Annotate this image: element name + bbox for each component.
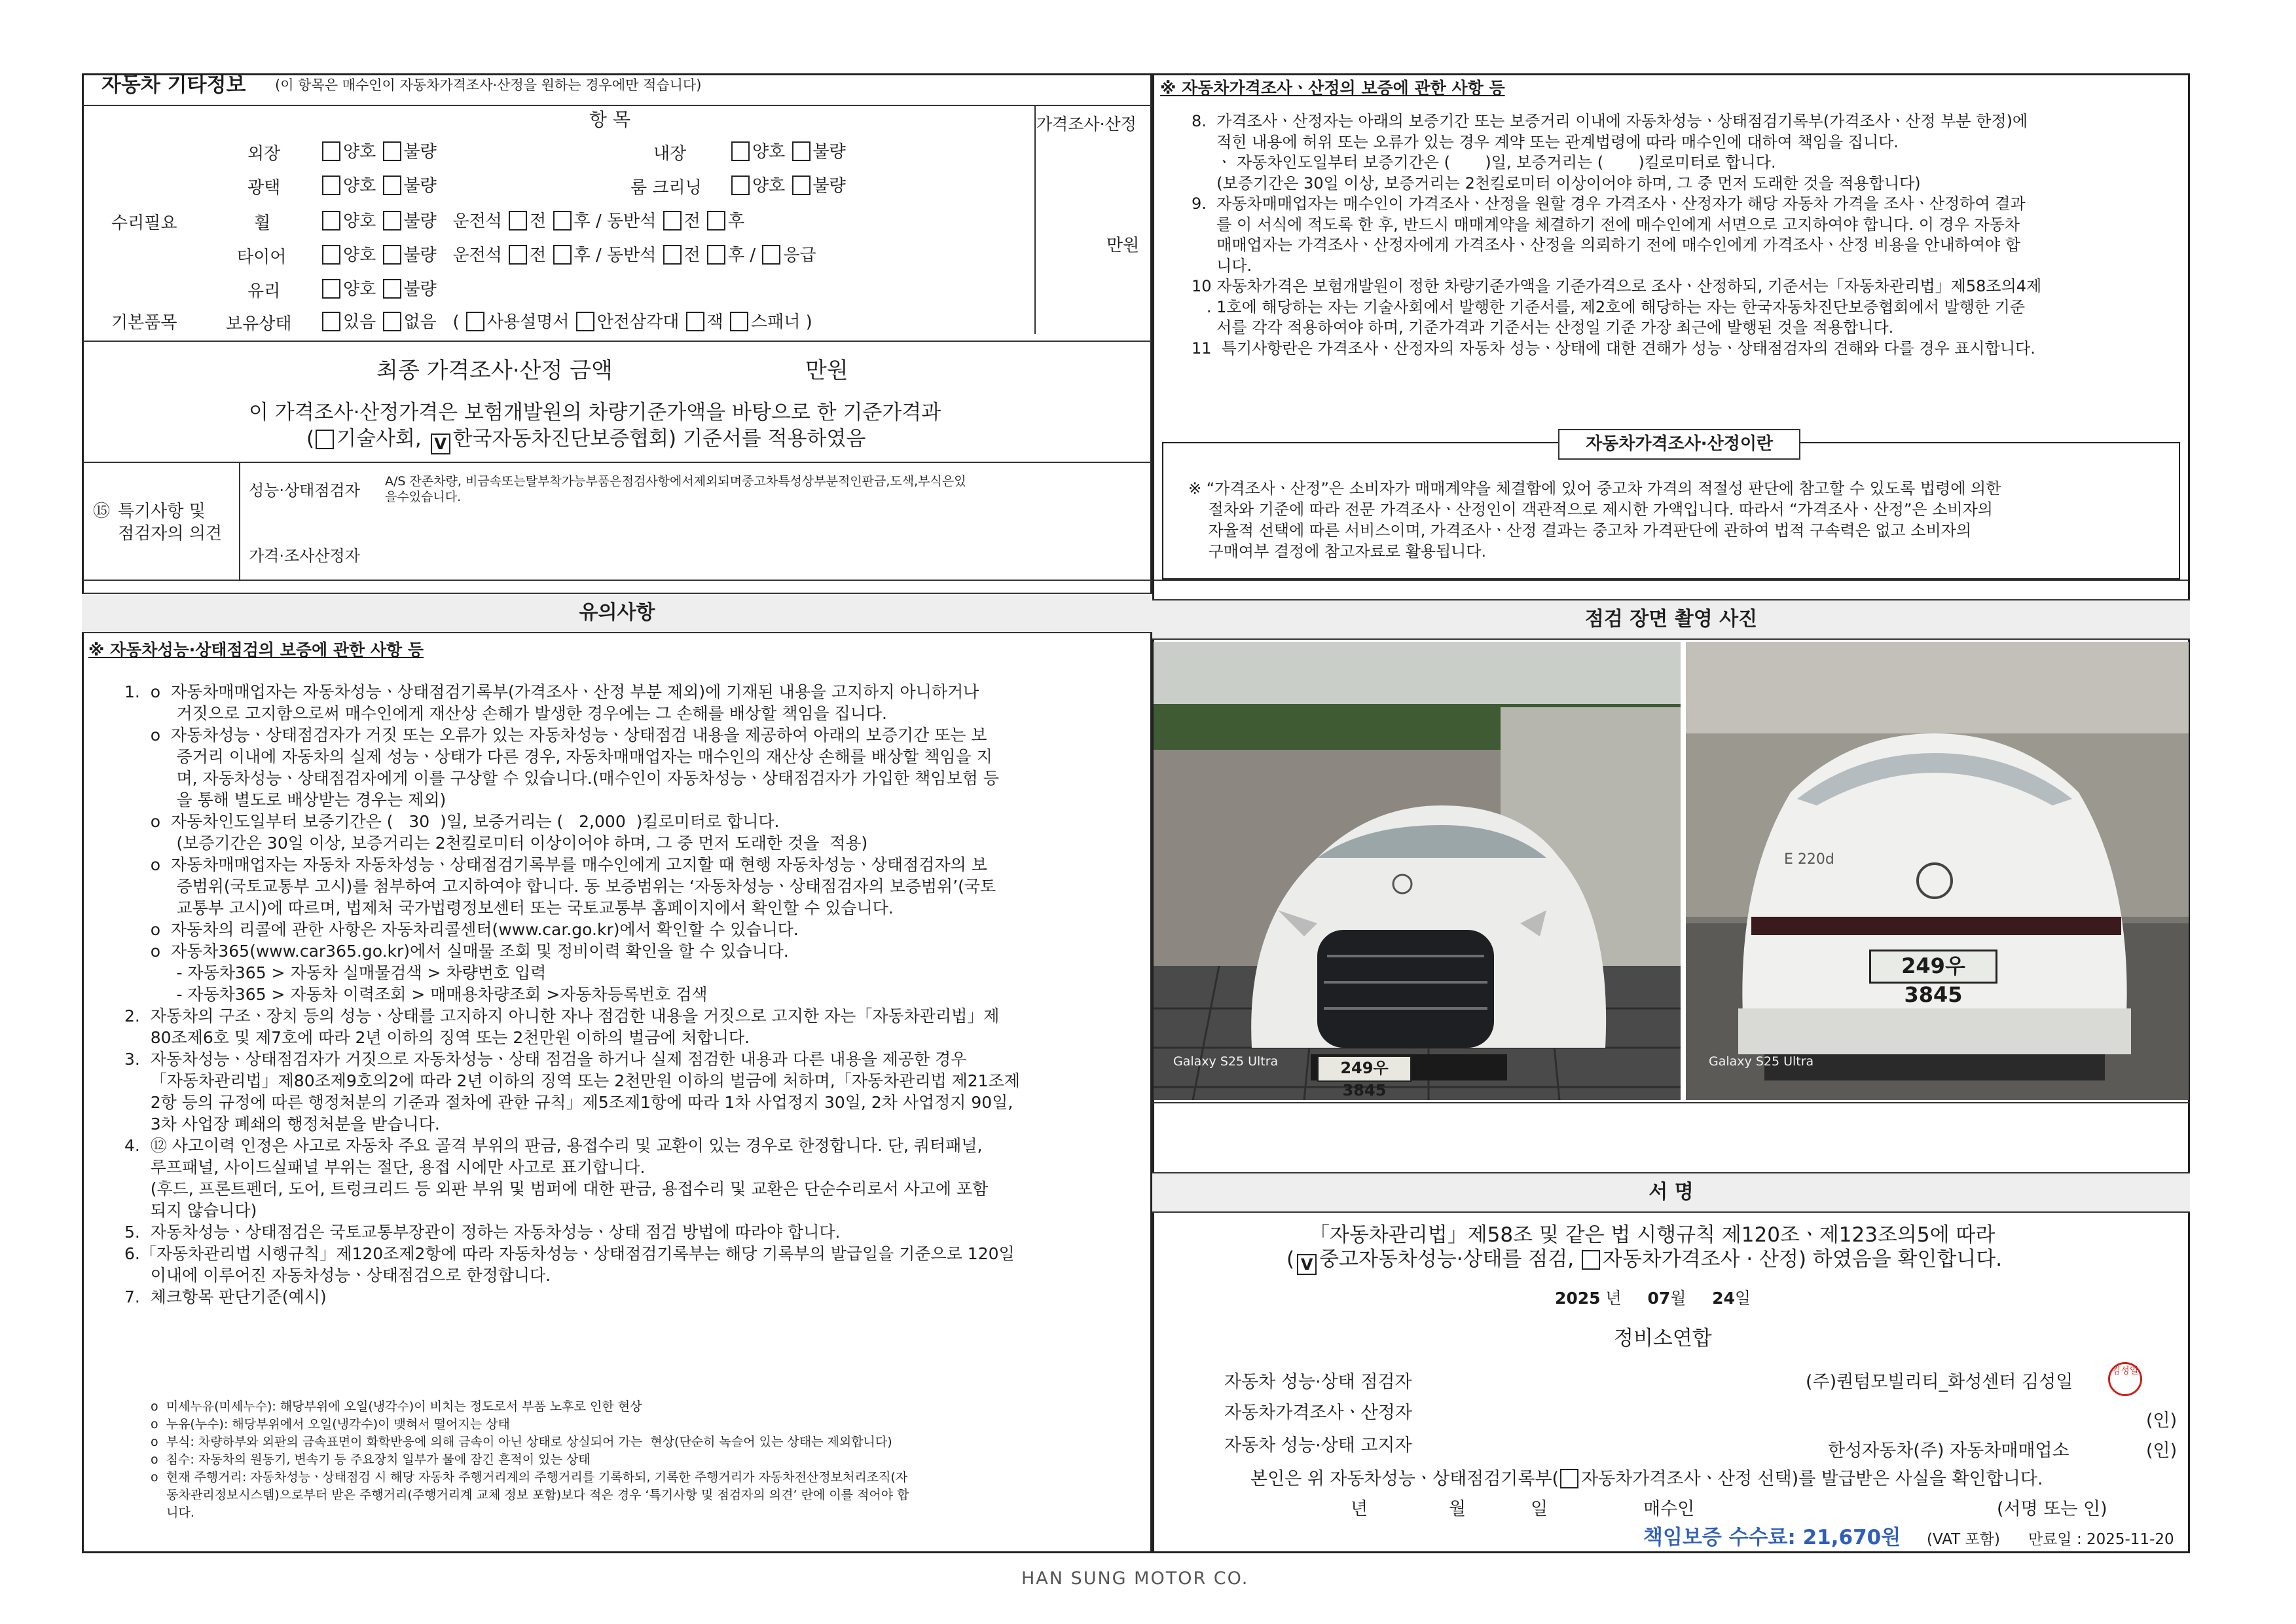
notice-line: 2항 등의 규정에 따른 행정처분의 기준과 절차에 관한 규칙」제5조제1항에 따라 1차 사업정지 30일, 2차 사업정지 90일, bbox=[124, 1093, 1013, 1112]
notice-line: 1. o 자동차매매업자는 자동차성능ㆍ상태점검기록부(가격조사ㆍ산정 부분 제외)에 기재된 내용을 고지하지 아니하거나 bbox=[124, 682, 979, 701]
front-plate: 249우 3845 bbox=[1317, 1056, 1412, 1082]
repair-needed-label: 수리필요 bbox=[111, 213, 177, 233]
wheel-good-checkbox[interactable] bbox=[322, 211, 340, 231]
gloss-options: 양호 불량 bbox=[321, 175, 437, 196]
interior-bad-checkbox[interactable] bbox=[792, 141, 811, 161]
notifier-name: 한성자동차(주) 자동차매매업소 bbox=[1828, 1441, 2069, 1461]
guarantee-fee-vat: (VAT 포함) bbox=[1927, 1531, 2000, 1548]
wheel-passenger-front-checkbox[interactable] bbox=[663, 211, 682, 231]
final-price-label: 최종 가격조사·산정 금액 bbox=[376, 358, 613, 384]
criteria-line: 동차관리정보시스템)으로부터 받은 주행거리(주행거리계 교체 정보 포함)보다 적은 경우 ‘특기사항 및 점검자의 의견’ 란에 이를 적어야 합 bbox=[151, 1488, 909, 1502]
price-unit-manwon: 만원 bbox=[1106, 236, 1140, 255]
room-cleaning-label: 룸 크리닝 bbox=[630, 178, 702, 198]
footer-company: HAN SUNG MOTOR CO. bbox=[1021, 1568, 1249, 1589]
exterior-label: 외장 bbox=[247, 144, 281, 164]
price-guarantee-line: 8. 가격조사ㆍ산정자는 아래의 보증기간 또는 보증거리 이내에 자동차성능ㆍ상태점검기록부(가격조사ㆍ산정 부분 한정)에 bbox=[1192, 112, 2028, 130]
front-camera-label: Galaxy S25 Ultra bbox=[1173, 1054, 1279, 1069]
special-label-line2: 점검자의 의견 bbox=[118, 524, 222, 544]
basis-line-2: ( 기술사회, V 한국자동차진단보증협회) 기준서를 적용하였음 bbox=[306, 427, 866, 453]
definition-line: 절차와 기준에 따라 전문 가격조사ㆍ산정인이 객관적으로 제시한 가액입니다. 따라서 “가격조사ㆍ산정”은 소비자의 bbox=[1188, 500, 1993, 519]
room-cleaning-bad-checkbox[interactable] bbox=[792, 175, 811, 195]
inspector-label: 성능·상태점검자 bbox=[249, 481, 360, 500]
gloss-good-checkbox[interactable] bbox=[322, 175, 340, 195]
notice-line: - 자동차365 > 자동차 이력조회 > 매매용차량조회 >자동차등록번호 검색 bbox=[124, 985, 708, 1004]
glass-label: 유리 bbox=[247, 282, 281, 301]
triangle-checkbox[interactable] bbox=[576, 312, 594, 331]
interior-label: 내장 bbox=[653, 144, 687, 164]
criteria-line: o 현재 주행거리: 자동차성능ㆍ상태점검 시 해당 자동차 주행거리계의 주행거리를 기록하되, 기록한 주행거리가 자동차전산정보처리조직(자 bbox=[151, 1470, 908, 1485]
inspector-seal-stamp: 김성일 bbox=[2108, 1362, 2142, 1396]
gloss-label: 광택 bbox=[247, 178, 281, 198]
tire-driver-rear-checkbox[interactable] bbox=[553, 245, 572, 265]
rear-model-badge: E 220d bbox=[1784, 851, 1834, 868]
definition-box-body bbox=[1188, 478, 2170, 562]
expiry-date: 만료일 : 2025-11-20 bbox=[2028, 1531, 2174, 1548]
appraiser-seal: (인) bbox=[2146, 1411, 2178, 1431]
notice-line: 6.「자동차관리법 시행규칙」제120조제2항에 따라 자동차성능ㆍ상태점검기록부는 해당 기록부의 발급일을 기준으로 120일 bbox=[124, 1244, 1015, 1263]
glass-bad-checkbox[interactable] bbox=[383, 279, 401, 299]
price-guarantee-line: ㆍ 자동차인도일부터 보증기간은 ( )일, 보증거리는 ( )킬로미터로 합니다. bbox=[1192, 153, 1776, 172]
inspector-name: (주)퀀텀모빌리티_화성센터 김성일 bbox=[1806, 1372, 2073, 1392]
notice-line: - 자동차365 > 자동차 실매물검색 > 차량번호 입력 bbox=[124, 963, 547, 982]
basis-line-1: 이 가격조사·산정가격은 보험개발원의 차량기준가액을 바탕으로 한 기준가격과 bbox=[249, 401, 941, 424]
price-guarantee-line: 를 이 서식에 적도록 한 후, 반드시 매매계약을 체결하기 전에 매수인에게 서면으로 고지하여야 합니다. 이 경우 자동차 bbox=[1192, 215, 2020, 234]
tire-options: 양호 불량 운전석 전 후 / 동반석 전 후 / 응급 bbox=[321, 245, 816, 266]
possession-options: 있음 없음 ( 사용설명서 안전삼각대 잭 스패너 ) bbox=[321, 312, 812, 333]
price-guarantee-line: (보증기간은 30일 이상, 보증거리는 2천킬로미터 이상이어야 하며, 그 중 먼저 도래한 것을 적용합니다) bbox=[1192, 174, 1921, 193]
notifier-role: 자동차 성능·상태 고지자 bbox=[1224, 1435, 1412, 1456]
have-checkbox[interactable] bbox=[322, 312, 340, 331]
rear-plate: 249우 3845 bbox=[1869, 950, 1997, 984]
notice-line: 며, 자동차성능ㆍ상태점검자에게 이를 구상할 수 있습니다.(매수인이 자동차성능ㆍ상태점검자가 가입한 책임보험 등 bbox=[124, 769, 999, 788]
glass-good-checkbox[interactable] bbox=[322, 279, 340, 299]
tire-emergency-checkbox[interactable] bbox=[762, 245, 780, 265]
none-checkbox[interactable] bbox=[383, 312, 401, 331]
spanner-checkbox[interactable] bbox=[730, 312, 748, 331]
notice-line: 3. 자동차성능ㆍ상태점검자가 거짓으로 자동차성능ㆍ상태 점검을 하거나 실제 점검한 내용과 다른 내용을 제공한 경우 bbox=[124, 1050, 967, 1069]
rear-car-photo bbox=[1686, 642, 2189, 1100]
law-line: 「자동차관리법」제58조 및 같은 법 시행규칙 제120조ㆍ제123조의5에 따라 bbox=[1309, 1223, 1995, 1247]
notice-line: 을 통해 별도로 배상받는 경우는 제외) bbox=[124, 790, 446, 809]
photo-section-title: 점검 장면 촬영 사진 bbox=[1152, 599, 2190, 640]
notice-line: 80조제6호 및 제7호에 따라 2년 이하의 징역 또는 2천만원 이하의 벌금에 처합니다. bbox=[124, 1028, 750, 1047]
price-guarantee-line: . 1호에 해당하는 자는 기술사회에서 발행한 기준서를, 제2호에 해당하는 자는 한국자동차진단보증협회에서 발행한 기준 bbox=[1192, 297, 2026, 316]
tech-society-checkbox[interactable] bbox=[316, 430, 334, 449]
criteria-line: o 누유(누수): 해당부위에서 오일(냉각수)이 맺혀서 떨어지는 상태 bbox=[151, 1417, 510, 1431]
gloss-bad-checkbox[interactable] bbox=[383, 175, 401, 195]
price-selection-checkbox[interactable] bbox=[1560, 1469, 1578, 1488]
price-guarantee-line: 적힌 내용에 허위 또는 오류가 있는 경우 계약 또는 관계법령에 따라 매수인에 대하여 책임을 집니다. bbox=[1192, 132, 1899, 151]
definition-line: ※ “가격조사ㆍ산정”은 소비자가 매매계약을 체결함에 있어 중고차 가격의 적절성 판단에 참고할 수 있도록 법령에 의한 bbox=[1188, 479, 2001, 498]
notice-line: 7. 체크항목 판단기준(예시) bbox=[124, 1287, 327, 1306]
buyer-date-day: 일 bbox=[1531, 1499, 1548, 1519]
wheel-label: 휠 bbox=[254, 213, 271, 233]
notice-line: o 자동차인도일부터 보증기간은 ( 30 )일, 보증거리는 ( 2,000 )킬로미터로 합니다. bbox=[124, 812, 780, 831]
buyer-sign: (서명 또는 인) bbox=[1997, 1499, 2107, 1519]
tire-driver-front-checkbox[interactable] bbox=[509, 245, 527, 265]
buyer-date-month: 월 bbox=[1449, 1499, 1467, 1519]
wheel-bad-checkbox[interactable] bbox=[383, 211, 401, 231]
tire-passenger-front-checkbox[interactable] bbox=[663, 245, 682, 265]
special-label-line1: 특기사항 및 bbox=[118, 502, 206, 521]
receipt-confirmation: 본인은 위 자동차성능ㆍ상태점검기록부( 자동차가격조사ㆍ산정 선택)를 발급받은 사실을 확인합니다. bbox=[1250, 1469, 2043, 1489]
other-info-title: 자동차 기타정보 bbox=[101, 73, 246, 97]
criteria-line: 니다. bbox=[151, 1505, 194, 1520]
possession-label: 보유상태 bbox=[226, 314, 292, 334]
price-guarantee-line: 서를 각각 적용하여야 하며, 기준가격과 기준서는 산정일 기준 가장 최근에 발행된 것을 적용합니다. bbox=[1192, 318, 1894, 337]
notice-title: 유의사항 bbox=[82, 593, 1152, 633]
notice-line: 「자동차관리법」제80조제9호의2에 따라 2년 이하의 징역 또는 2천만원 이하의 벌금에 처하며,「자동차관리법 제21조제 bbox=[124, 1071, 1020, 1090]
inspector-note-1: A/S 잔존차량, 비금속또는탈부착가능부품은점검사항에서제외되며중고차특성상부분적인판금,도색,부식은있 bbox=[385, 474, 966, 489]
notice-small-body bbox=[151, 1398, 1146, 1522]
definition-box-title: 자동차가격조사·산정이란 bbox=[1558, 429, 1800, 460]
notice-line: (후드, 프론트펜더, 도어, 트렁크리드 등 외판 부위 및 범퍼에 대한 판금, 용접수리 및 교환은 단순수리로서 사고에 포함 bbox=[124, 1179, 989, 1198]
kadia-checkbox[interactable]: V bbox=[431, 434, 450, 454]
tire-bad-checkbox[interactable] bbox=[383, 245, 401, 265]
exterior-good-checkbox[interactable] bbox=[322, 141, 340, 161]
column-item-header: 항 목 bbox=[589, 109, 630, 130]
notice-heading: ※ 자동차성능·상태점검의 보증에 관한 사항 등 bbox=[88, 640, 424, 659]
signature-title: 서 명 bbox=[1152, 1172, 2190, 1213]
interior-options: 양호 불량 bbox=[730, 141, 846, 162]
price-guarantee-line: 니다. bbox=[1192, 256, 1252, 275]
notice-line: 되지 않습니다) bbox=[124, 1201, 257, 1220]
room-cleaning-options: 양호 불량 bbox=[730, 175, 846, 196]
price-guarantee-line: 11 특기사항란은 가격조사ㆍ산정자의 자동차 성능ㆍ상태에 대한 견해가 성능ㆍ상태점검자의 견해와 다를 경우 표시합니다. bbox=[1192, 339, 2035, 358]
room-cleaning-good-checkbox[interactable] bbox=[731, 175, 750, 195]
notice-line: 루프패널, 사이드실패널 부위는 절단, 용접 시에만 사고로 표기합니다. bbox=[124, 1158, 646, 1177]
front-car-photo bbox=[1154, 642, 1681, 1100]
confirm-check-line: ( V 중고자동차성능·상태를 점검, 자동차가격조사 · 산정) 하였음을 확인합니다. bbox=[1286, 1247, 2003, 1274]
notice-line: (보증기간은 30일 이상, 보증거리는 2천킬로미터 이상이어야 하며, 그 중 먼저 도래한 것을 적용) bbox=[124, 834, 868, 853]
issue-date: 2025 년 07월 24일 bbox=[1555, 1289, 1751, 1308]
column-price-header: 가격조사·산정 bbox=[1036, 115, 1137, 134]
notice-line: 이내에 이루어진 자동차성능ㆍ상태점검으로 한정합니다. bbox=[124, 1266, 551, 1285]
performance-check-checkbox[interactable]: V bbox=[1297, 1254, 1317, 1275]
notice-line: o 자동차365(www.car365.go.kr)에서 실매물 조회 및 정비이력 확인을 할 수 있습니다. bbox=[124, 942, 789, 961]
definition-line: 자율적 선택에 따른 서비스이며, 가격조사ㆍ산정 결과는 중고차 가격판단에 관하여 법적 구속력은 없고 소비자의 bbox=[1188, 521, 1972, 540]
notice-line: 거짓으로 고지함으로써 매수인에게 재산상 손해가 발생한 경우에는 그 손해를 배상할 책임을 집니다. bbox=[124, 704, 887, 723]
criteria-line: o 미세누유(미세누수): 해당부위에 오일(냉각수)이 비치는 정도로서 부품 노후로 인한 현상 bbox=[151, 1399, 642, 1414]
tire-good-checkbox[interactable] bbox=[322, 245, 340, 265]
notice-line: 2. 자동차의 구조ㆍ장치 등의 성능ㆍ상태를 고지하지 아니한 자나 점검한 내용을 거짓으로 고지한 자는「자동차관리법」제 bbox=[124, 1006, 1000, 1025]
jack-checkbox[interactable] bbox=[686, 312, 704, 331]
notice-line: o 자동차매매업자는 자동차 자동차성능ㆍ상태점검기록부를 매수인에게 고지할 때 현행 자동차성능ㆍ상태점검자의 보 bbox=[124, 855, 987, 874]
manual-checkbox[interactable] bbox=[466, 312, 484, 331]
price-guarantee-line: 10 자동차가격은 보험개발원이 정한 차량기준가액을 기준가격으로 조사ㆍ산정하되, 기준서는「자동차관리법」제58조의4제 bbox=[1192, 277, 2042, 295]
tire-passenger-rear-checkbox[interactable] bbox=[707, 245, 725, 265]
exterior-bad-checkbox[interactable] bbox=[383, 141, 401, 161]
notifier-seal: (인) bbox=[2146, 1441, 2178, 1461]
notice-line: 증범위(국토교통부 고시)를 첨부하여 고지하여야 합니다. 동 보증범위는 ‘자동차성능ㆍ상태점검자의 보증범위’(국토 bbox=[124, 877, 996, 896]
tire-label: 타이어 bbox=[237, 248, 287, 267]
exterior-options: 양호 불량 bbox=[321, 141, 437, 162]
interior-good-checkbox[interactable] bbox=[731, 141, 750, 161]
wheel-driver-front-checkbox[interactable] bbox=[509, 211, 527, 231]
notice-line: 증거리 이내에 자동차의 실제 성능ㆍ상태가 다른 경우, 자동차매매업자는 매수인의 재산상 손해를 배상할 책임을 지 bbox=[124, 747, 993, 766]
final-price-unit: 만원 bbox=[805, 358, 848, 384]
buyer-date-year: 년 bbox=[1351, 1499, 1368, 1519]
other-info-subtitle: (이 항목은 매수인이 자동차가격조사·산정을 원하는 경우에만 적습니다) bbox=[275, 77, 702, 93]
definition-line: 구매여부 결정에 참고자료로 활용됩니다. bbox=[1188, 542, 1487, 561]
price-guarantee-items bbox=[1192, 111, 2180, 359]
notice-line: 3차 사업장 폐쇄의 행정처분을 받습니다. bbox=[124, 1115, 440, 1134]
special-number: ⑮ bbox=[93, 502, 111, 521]
appraiser-label: 가격·조사산정자 bbox=[249, 547, 360, 565]
appraiser-role: 자동차가격조사ㆍ산정자 bbox=[1224, 1403, 1412, 1423]
glass-options: 양호 불량 bbox=[321, 279, 437, 300]
wheel-options: 양호 불량 운전석 전 후 / 동반석 전 후 bbox=[321, 211, 744, 232]
buyer-label: 매수인 bbox=[1643, 1499, 1695, 1519]
inspector-role: 자동차 성능·상태 점검자 bbox=[1224, 1372, 1412, 1392]
basic-items-label: 기본품목 bbox=[111, 313, 177, 333]
notice-line: o 자동차성능ㆍ상태점검자가 거짓 또는 오류가 있는 자동차성능ㆍ상태점검 내용을 제공하여 아래의 보증기간 또는 보 bbox=[124, 726, 987, 745]
notice-body bbox=[124, 681, 1146, 1308]
association-name: 정비소연합 bbox=[1614, 1327, 1712, 1350]
inspector-note-2: 을수있습니다. bbox=[385, 490, 462, 504]
notice-line: 교통부 고시)에 따르며, 법제처 국가법령정보센터 또는 국토교통부 홈페이지에서 확인할 수 있습니다. bbox=[124, 898, 894, 917]
criteria-line: o 부식: 차량하부와 외판의 금속표면이 화학반응에 의해 금속이 아닌 상태로 상실되어 가는 현상(단순히 녹슬어 있는 상태는 제외합니다) bbox=[151, 1435, 892, 1449]
wheel-driver-rear-checkbox[interactable] bbox=[553, 211, 572, 231]
criteria-line: o 침수: 자동차의 원동기, 변속기 등 주요장치 일부가 물에 잠긴 흔적이 있는 상태 bbox=[151, 1452, 591, 1467]
notice-line: 4. ⑫ 사고이력 인정은 사고로 자동차 주요 골격 부위의 판금, 용접수리 및 교환이 있는 경우로 한정합니다. 단, 쿼터패널, bbox=[124, 1136, 983, 1155]
price-guarantee-heading: ※ 자동차가격조사ㆍ산정의 보증에 관한 사항 등 bbox=[1160, 79, 1505, 98]
notice-line: o 자동차의 리콜에 관한 사항은 자동차리콜센터(www.car.go.kr)에서 확인할 수 있습니다. bbox=[124, 920, 799, 939]
guarantee-fee: 책임보증 수수료: 21,670원 bbox=[1643, 1526, 1901, 1549]
wheel-passenger-rear-checkbox[interactable] bbox=[707, 211, 725, 231]
price-appraisal-checkbox[interactable] bbox=[1582, 1250, 1600, 1270]
rear-camera-label: Galaxy S25 Ultra bbox=[1709, 1054, 1814, 1069]
price-guarantee-line: 매매업자는 가격조사ㆍ산정자에게 가격조사ㆍ산정을 의뢰하기 전에 매수인에게 가격조사ㆍ산정 비용을 안내하여야 합 bbox=[1192, 236, 2021, 254]
notice-line: 5. 자동차성능ㆍ상태점검은 국토교통부장관이 정하는 자동차성능ㆍ상태 점검 방법에 따라야 합니다. bbox=[124, 1223, 841, 1242]
price-guarantee-line: 9. 자동차매매업자는 매수인이 가격조사ㆍ산정을 원할 경우 가격조사ㆍ산정자가 해당 자동차 가격을 조사ㆍ산정하여 결과 bbox=[1192, 194, 2026, 213]
